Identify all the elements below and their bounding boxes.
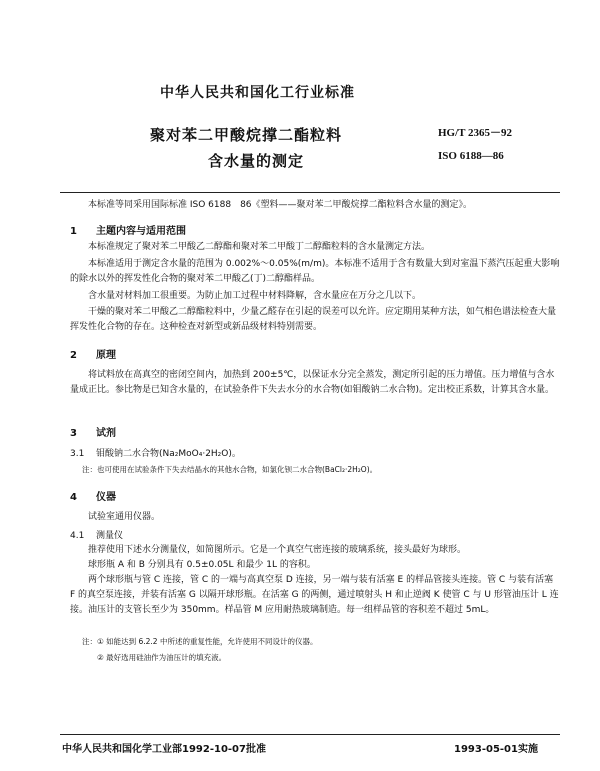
section-1-paragraph-2: 本标准适用于测定含水量的范围为 0.002%～0.05%(m/m)。本标准不适用于含有数量大到对室温下蒸汽压起重大影响的除水以外的挥发性化合物的聚对苯二甲酸乙(丁)二醇酯样品。 xyxy=(70,259,560,284)
title-divider xyxy=(60,192,560,193)
section-title: 试剂 xyxy=(96,428,116,439)
footer-divider xyxy=(60,734,560,735)
section-2-paragraph-1: 将试料放在高真空的密闭空间内，加热到 200±5℃，以保证水分完全蒸发，测定所引起的压力增值。压力增值与含水量成正比。参比物是已知含水量的，在试验条件下失去水分的水合物(如钼酸钠二水合物)。定出校正系数，计算其含水量。 xyxy=(70,370,555,395)
document-title-line-2: 含水量的测定 xyxy=(208,152,305,170)
section-3-heading xyxy=(70,424,116,439)
standard-code: HG/T 2365－92 xyxy=(438,127,513,139)
section-title: 主题内容与适用范围 xyxy=(96,226,186,237)
item-number: 3.1 xyxy=(70,449,85,459)
item-number: 4.1 xyxy=(70,531,85,541)
section-number: 3 xyxy=(70,428,77,439)
document-title-line-1: 聚对苯二甲酸烷撑二酯粒料 xyxy=(150,126,343,144)
approval-statement: 中华人民共和国化学工业部1992-10-07批准 xyxy=(62,744,266,755)
section-4-paragraph-3: 两个球形瓶与管 C 连接，管 C 的一端与高真空泵 D 连接，另一端与装有活塞 E 的样品管接头连接。管 C 与装有活塞 F 的真空泵连接，并装有活塞 G 以隔开球形瓶。在活塞 G 的两侧，通过喷射头 H 和止逆阀 K 使管 C 与 U 形管油压计 L 连接。油压计的支管长至少为 350mm。样品管 M 应用耐热玻璃制造。每一组样品管的容积差不超过 5mL。 xyxy=(70,575,559,615)
section-title: 原理 xyxy=(96,350,116,361)
subsection-4-1-heading xyxy=(70,528,123,541)
section-1-heading xyxy=(70,222,186,237)
section-1-paragraph-4: 干燥的聚对苯二甲酸乙二醇酯粒料中，少量乙醛存在引起的误差可以允许。应定期用某种方法，如气相色谱法检查大量挥发性化合物的存在。这种检查对新型或新品级材料特别需要。 xyxy=(70,307,557,332)
intro-paragraph: 本标准等同采用国际标准 ISO 6188 86《塑料——聚对苯二甲酸烷撑二酯粒料含水量的测定》。 xyxy=(88,200,473,210)
section-1-paragraph-3: 含水量对材料加工很重要。为防止加工过程中材料降解，含水量应在万分之几以下。 xyxy=(88,291,422,301)
implementation-date: 1993-05-01实施 xyxy=(454,744,538,755)
standard-category-title: 中华人民共和国化工行业标准 xyxy=(160,85,355,101)
section-2-heading xyxy=(70,346,116,361)
section-4-paragraph-0: 试验室通用仪器。 xyxy=(88,512,161,522)
section-4-paragraph-1: 推荐使用下述水分测量仪，如简图所示。它是一个真空气密连接的玻璃系统，接头最好为球形。 xyxy=(88,545,467,555)
section-4-paragraph-2: 球形瓶 A 和 B 分别具有 0.5±0.05L 和最少 1L 的容积。 xyxy=(88,560,316,570)
section-1-paragraph-1: 本标准规定了聚对苯二甲酸乙二醇酯和聚对苯二甲酸丁二醇酯粒料的含水量测定方法。 xyxy=(88,242,431,252)
reagent-item xyxy=(70,446,241,459)
section-4-heading xyxy=(70,488,116,503)
section-title: 仪器 xyxy=(96,492,116,503)
section-number: 1 xyxy=(70,226,77,237)
section-number: 2 xyxy=(70,350,77,361)
item-text: 测量仪 xyxy=(96,531,124,541)
item-text: 钼酸钠二水合物(Na₂MoO₄·2H₂O)。 xyxy=(96,449,241,459)
iso-reference: ISO 6188—86 xyxy=(438,150,504,162)
apparatus-note-1: 注：① 如能达到 6.2.2 中所述的重复性能，允许使用不同设计的仪器。 xyxy=(82,637,318,646)
reagent-note: 注：也可使用在试验条件下失去结晶水的其他水合物，如氯化钡二水合物(BaCl₂·2H₂O)。 xyxy=(82,465,378,474)
section-number: 4 xyxy=(70,492,77,503)
apparatus-note-2: ② 最好选用硅油作为油压计的填充液。 xyxy=(97,653,227,662)
